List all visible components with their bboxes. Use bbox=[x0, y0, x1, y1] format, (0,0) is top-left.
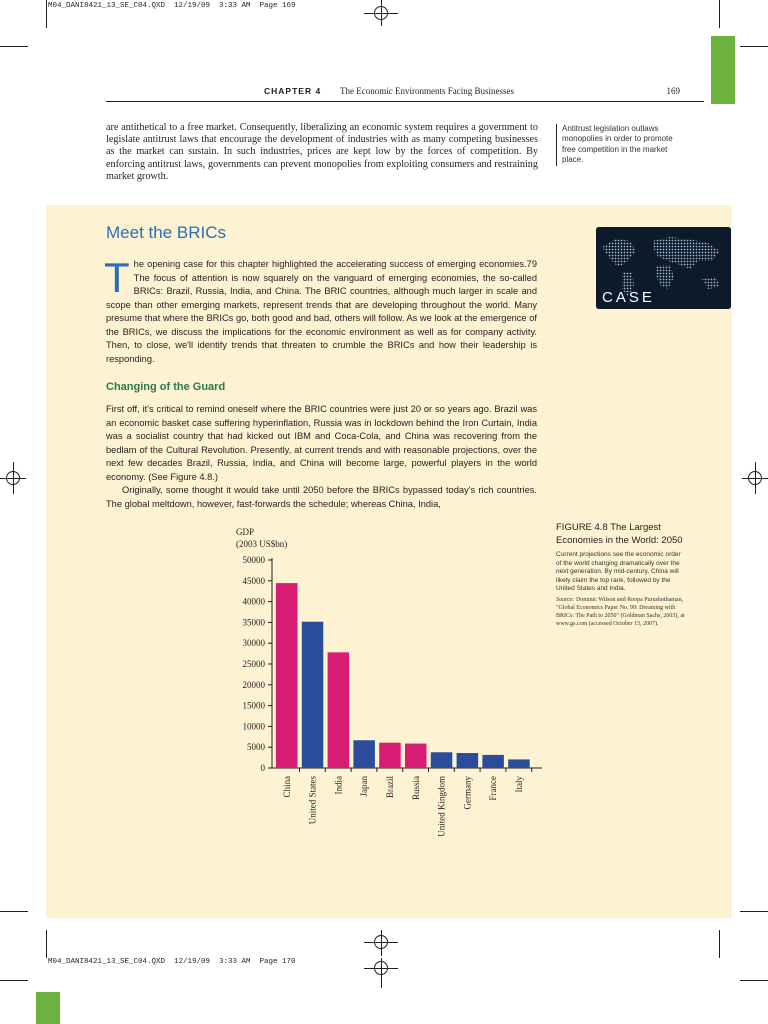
case-paragraph-2: First off, it's critical to remind oneself where the BRIC countries were just 20 or so years ago. Brazil was an economic basket case suffering hyperinflation, Russia was in lockdown behind the Iron Curtain, India was a socialist country that had kicked out IBM and Coca-Cola, and China was recovering from the bedlam of the Cultural Revolution. Presently, at current trends and with reasonable projections, over the next few decades Brazil, Russia, India, and China will become large, powerful players in the world economy. (See Figure 4.8.) bbox=[106, 404, 537, 482]
y-tick-label: 50000 bbox=[242, 555, 265, 565]
crop-mark bbox=[740, 980, 768, 981]
crop-mark bbox=[381, 0, 382, 26]
figure-caption bbox=[556, 521, 686, 628]
bar-brazil bbox=[379, 743, 401, 768]
section-subhead: Changing of the Guard bbox=[106, 381, 226, 393]
chapter-title: The Economic Environments Facing Businesses bbox=[340, 86, 514, 96]
crop-mark bbox=[0, 911, 28, 912]
y-tick-label: 10000 bbox=[242, 721, 265, 732]
case-badge-image bbox=[596, 227, 731, 309]
x-tick-label: Italy bbox=[513, 776, 524, 793]
x-tick-label: Japan bbox=[359, 776, 370, 797]
bar-united-states bbox=[302, 622, 324, 768]
y-tick-label: 30000 bbox=[242, 638, 265, 649]
figure-title: FIGURE 4.8 The Largest Economies in the World: 2050 bbox=[556, 522, 683, 546]
print-slug-bottom: M04_DANI8421_13_SE_C04.QXD 12/19/09 3:33 AM Page 170 bbox=[48, 958, 296, 966]
crop-mark bbox=[13, 462, 14, 494]
print-slug-top: M04_DANI8421_13_SE_C04.QXD 12/19/09 3:33 AM Page 169 bbox=[48, 2, 296, 10]
bar-india bbox=[328, 652, 350, 768]
x-tick-label: United States bbox=[307, 776, 318, 825]
crop-mark bbox=[381, 958, 382, 988]
chapter-label: CHAPTER 4 bbox=[264, 86, 322, 96]
bar-china bbox=[276, 583, 298, 768]
bar-russia bbox=[405, 744, 427, 768]
x-tick-label: United Kingdom bbox=[436, 776, 447, 837]
header-rule bbox=[106, 101, 704, 102]
y-tick-label: 5000 bbox=[247, 742, 265, 753]
y-axis-label-line2: (2003 US$bn) bbox=[236, 539, 288, 549]
crop-mark bbox=[740, 911, 768, 912]
x-tick-label: Russia bbox=[410, 776, 421, 801]
case-badge-label: CASE bbox=[602, 289, 655, 306]
crop-mark bbox=[46, 0, 47, 28]
crop-mark bbox=[719, 0, 720, 28]
crop-mark bbox=[46, 930, 47, 958]
y-tick-label: 25000 bbox=[242, 659, 265, 669]
figure-source-text: Dominic Wilson and Roopa Purushothaman, "Global Economics Paper No. 99: Dreaming with BRICs: The Path to 2050" (Goldman Sachs, 2003), at www.gs.com (accessed October 15, 2007). bbox=[556, 596, 685, 627]
chapter-tab bbox=[711, 36, 735, 104]
crop-mark bbox=[0, 46, 28, 47]
bar-united-kingdom bbox=[431, 752, 453, 768]
drop-cap: T bbox=[104, 254, 130, 301]
x-tick-label: India bbox=[333, 776, 344, 795]
bar-japan bbox=[353, 740, 375, 768]
margin-rule bbox=[556, 124, 557, 166]
x-tick-label: Germany bbox=[462, 776, 473, 810]
crop-mark bbox=[719, 930, 720, 958]
y-tick-label: 45000 bbox=[242, 575, 265, 586]
bar-germany bbox=[457, 753, 479, 768]
figure-source bbox=[556, 596, 686, 628]
crop-mark bbox=[381, 930, 382, 956]
page-number: 169 bbox=[666, 86, 680, 96]
x-tick-label: China bbox=[281, 776, 292, 798]
y-tick-label: 35000 bbox=[242, 617, 265, 628]
gdp-bar-chart bbox=[220, 520, 550, 850]
bar-france bbox=[482, 755, 504, 768]
crop-mark bbox=[740, 46, 768, 47]
intro-paragraph: are antithetical to a free market. Consequently, liberalizing an economic system requires a government to legislate antitrust laws that encourage the development of industries with as many competing businesses as the market can sustain. In such industries, prices are kept low by the forces of competition. By enforcing antitrust laws, governments can prevent monopolies from exploiting consumers and restraining market growth. bbox=[106, 122, 538, 182]
x-tick-label: Brazil bbox=[384, 776, 395, 798]
bar-italy bbox=[508, 759, 530, 768]
figure-description: Current projections see the economic order of the world changing dramatically over the next generation. By mid-century, China will likely claim the top rank, followed by the United States and India. bbox=[556, 551, 681, 593]
x-tick-label: France bbox=[488, 776, 499, 801]
case-title: Meet the BRICs bbox=[106, 223, 226, 242]
y-tick-label: 20000 bbox=[242, 679, 265, 690]
crop-mark bbox=[0, 980, 28, 981]
crop-mark bbox=[755, 462, 756, 494]
figure-source-label: Source: bbox=[556, 596, 575, 603]
y-tick-label: 40000 bbox=[242, 596, 265, 607]
chapter-tab bbox=[36, 992, 60, 1024]
case-paragraph-1 bbox=[104, 254, 537, 366]
margin-note: Antitrust legislation outlaws monopolies in order to promote free competition in the market place. bbox=[562, 124, 673, 165]
case-paragraph-3: Originally, some thought it would take until 2050 before the BRICs bypassed today's rich countries. The global meltdown, however, fast-forwards the schedule; whereas China, India, bbox=[106, 485, 537, 509]
y-tick-label: 0 bbox=[260, 763, 265, 773]
y-tick-label: 15000 bbox=[242, 700, 265, 711]
y-axis-label-line1: GDP bbox=[236, 527, 255, 537]
case-paragraph-1-text: he opening case for this chapter highlighted the accelerating success of emerging economies.79 The focus of attention is now squarely on the vanguard of emerging economies, the so-called BRICs: Brazil, Russia, India, and China. The BRIC countries, although much larger in scale and scope than other emerging markets, represent trends that are developing throughout the world. Many presume that where the BRICs go, both good and bad, others will follow. As we look at the emergence of the BRICs, we discuss the implications for the economic environment as well as for company activity. Then, to close, we'll identify trends that threaten to crumble the BRICs and how their leadership is responding. bbox=[106, 259, 537, 364]
